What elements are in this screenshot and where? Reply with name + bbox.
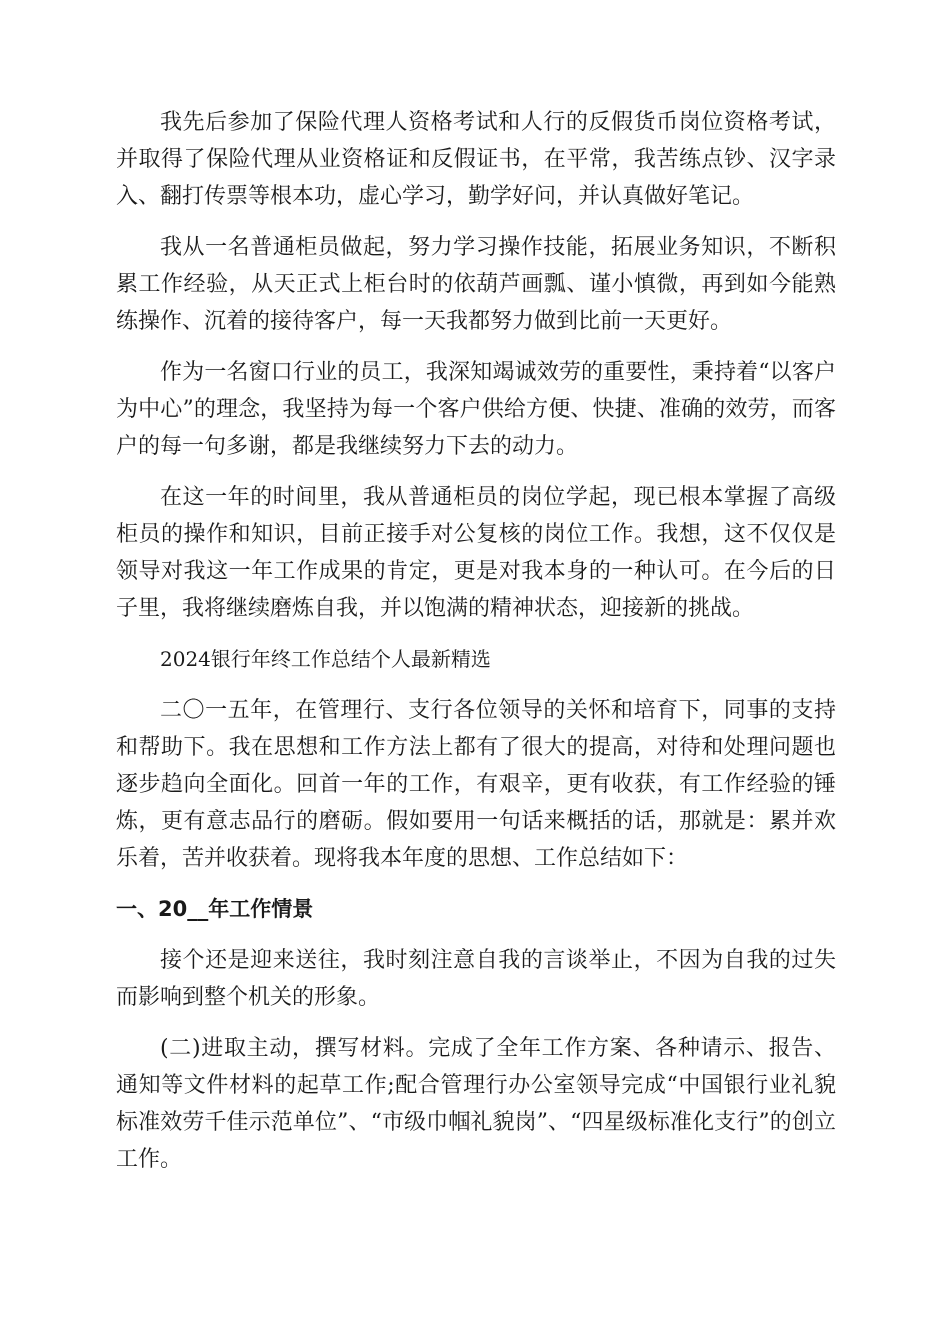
document-page <box>116 104 836 1192</box>
paragraph-customer-service: 作为一名窗口行业的员工，我深知竭诚效劳的重要性，秉持着“以客户为中心”的理念，我坚持为每一个客户供给方便、快捷、准确的效劳，而客户的每一句多谢，都是我继续努力下去的动力。 <box>116 360 836 459</box>
paragraph-year-summary: 在这一年的时间里，我从普通柜员的岗位学起，现已根本掌握了高级柜员的操作和知识，目前正接手对公复核的岗位工作。我想，这不仅仅是领导对我这一年工作成果的肯定，更是对我本身的一种认可。在今后的日子里，我将继续磨炼自我，并以饱满的精神状态，迎接新的挑战。 <box>116 485 836 621</box>
paragraph-intro: 二〇一五年，在管理行、支行各位领导的关怀和培育下，同事的支持和帮助下。我在思想和工作方法上都有了很大的提高，对待和处理问题也逐步趋向全面化。回首一年的工作，有艰辛，更有收获，有工作经验的锤炼，更有意志品行的磨砺。假如要用一句话来概括的话，那就是：累并欢乐着，苦并收获着。现将我本年度的思想、工作总结如下： <box>116 698 836 871</box>
section-heading: 一、20__年工作情景 <box>116 897 314 921</box>
paragraph-conduct: 接个还是迎来送往，我时刻注意自我的言谈举止，不因为自我的过失而影响到整个机关的形象。 <box>116 948 836 1010</box>
paragraph-exams: 我先后参加了保险代理人资格考试和人行的反假货币岗位资格考试，并取得了保险代理从业资格证和反假证书，在平常，我苦练点钞、汉字录入、翻打传票等根本功，虚心学习，勤学好问，并认真做好笔记。 <box>116 110 836 209</box>
paragraph-teller-growth: 我从一名普通柜员做起，努力学习操作技能，拓展业务知识，不断积累工作经验，从天正式上柜台时的依葫芦画瓢、谨小慎微，再到如今能熟练操作、沉着的接待客户，每一天我都努力做到比前一天更好。 <box>116 235 836 334</box>
paragraph-materials: (二)进取主动，撰写材料。完成了全年工作方案、各种请示、报告、通知等文件材料的起草工作;配合管理行办公室领导完成“中国银行业礼貌标准效劳千佳示范单位”、“市级巾帼礼貌岗”、“四星级标准化支行”的创立工作。 <box>116 1036 836 1172</box>
document-subtitle: 2024银行年终工作总结个人最新精选 <box>160 647 491 671</box>
